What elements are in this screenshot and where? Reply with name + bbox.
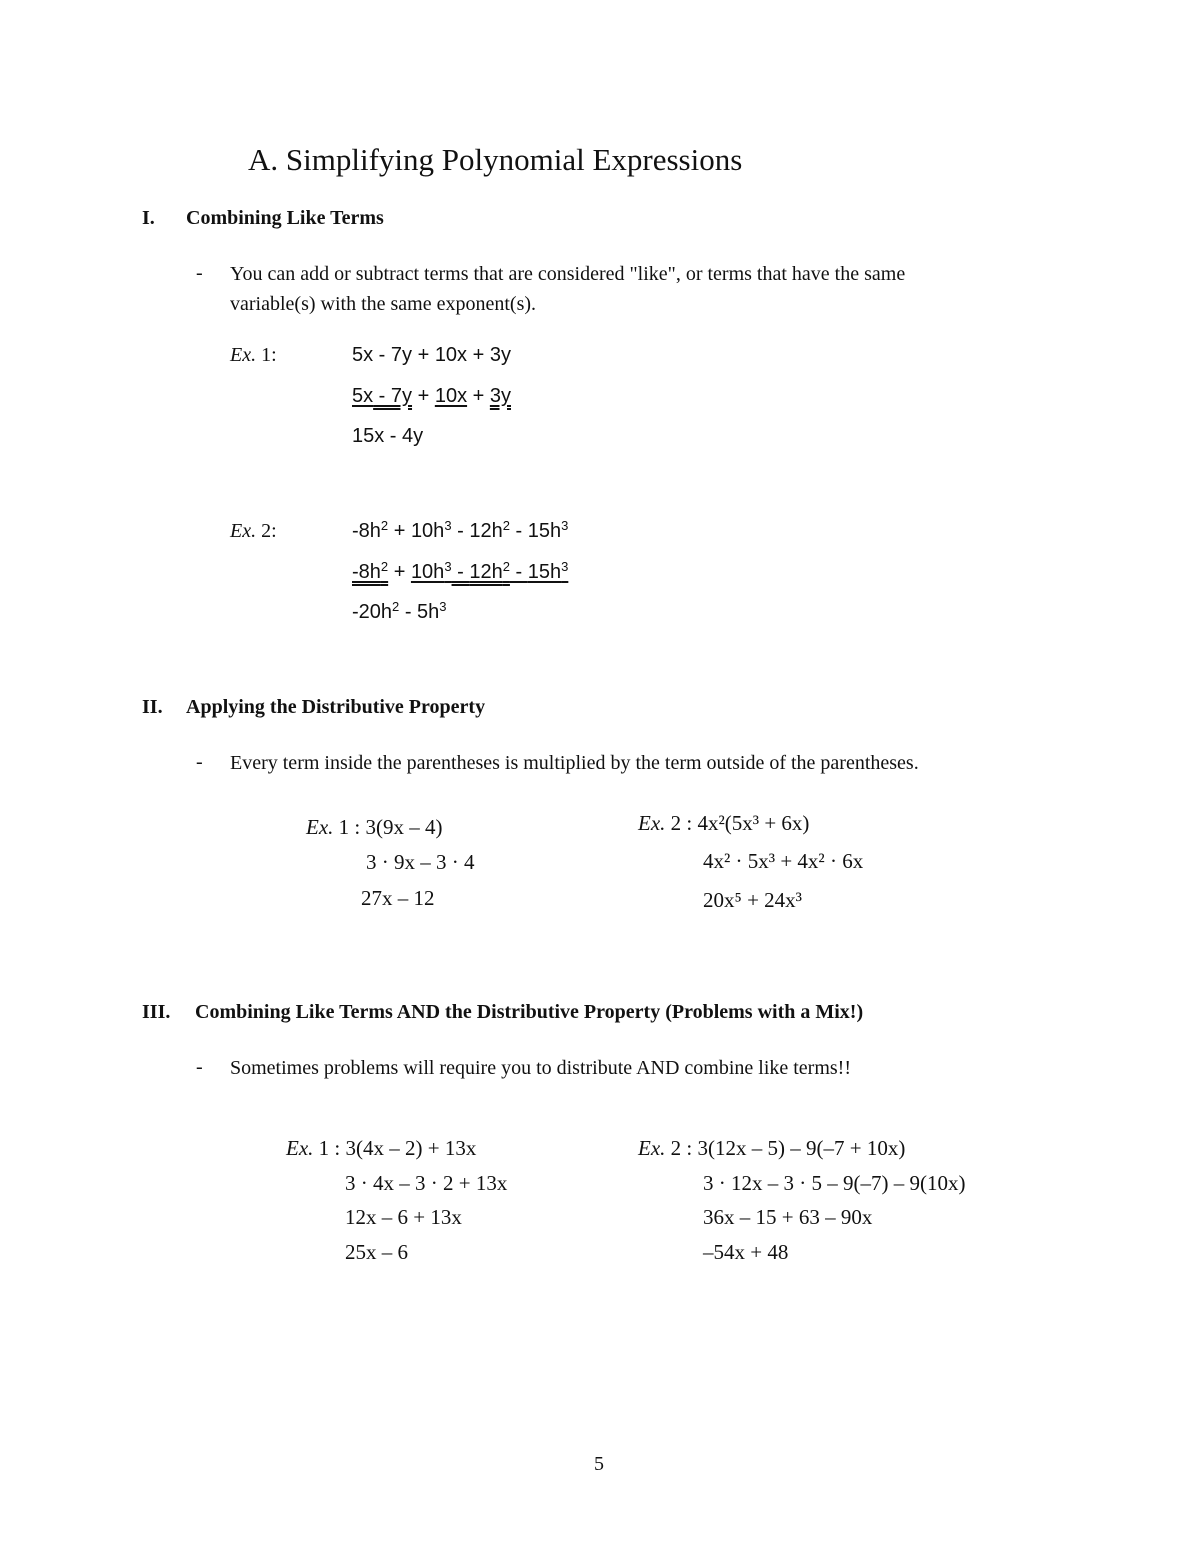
section-2-title: Applying the Distributive Property (186, 696, 486, 718)
section-1-example-2-label: Ex. 2: (230, 520, 277, 542)
section-3-example-1-line-4: 25x – 6 (345, 1240, 408, 1264)
section-2-bullet: - (196, 751, 203, 773)
section-2-example-2-line-2: 4x² · 5x³ + 4x² · 6x (703, 849, 864, 873)
section-3-example-1-line-1: Ex. 1 : 3(4x – 2) + 13x (286, 1136, 477, 1160)
section-1-text-line-2: variable(s) with the same exponent(s). (230, 293, 537, 315)
page-number: 5 (594, 1453, 604, 1475)
section-2-example-1-line-2: 3 · 9x – 3 · 4 (366, 850, 475, 874)
term-3y: 3y (489, 385, 511, 407)
section-1-example-1-label: Ex. 1: (230, 344, 277, 366)
term-5x: 5x (352, 385, 374, 407)
page-title: A. Simplifying Polynomial Expressions (248, 142, 743, 177)
section-1-example-2-line-2: $-8h^2 + 10h^3 - 12h^2 - 15h^3$ (352, 558, 569, 583)
term-10h3: $10h^3$ (410, 558, 452, 583)
section-1-text-line-1: You can add or subtract terms that are considered "like", or terms that have the same (230, 263, 906, 285)
term-minus-15h3: - $15h^3$ (509, 558, 569, 583)
section-2-text: Every term inside the parentheses is multiplied by the term outside of the parentheses. (230, 752, 919, 774)
term-minus-7y: - 7y (373, 385, 413, 407)
section-1-example-1-line-2: 5x - 7y + 10x + 3y (352, 385, 511, 407)
section-3-bullet: - (196, 1056, 203, 1078)
term-minus-8h2: $-8h^2$ (352, 558, 389, 583)
section-3-title: Combining Like Terms AND the Distributive Property (Problems with a Mix!) (195, 1001, 864, 1023)
term-minus-12h2: - $12h^2$ (451, 558, 510, 583)
section-2-example-1-line-1: Ex. 1 : 3(9x – 4) (306, 815, 443, 839)
section-3-number: III. (142, 1001, 171, 1023)
section-2-example-1-line-3: 27x – 12 (361, 886, 435, 910)
section-1-number: I. (142, 207, 155, 229)
section-3-example-1-line-3: 12x – 6 + 13x (345, 1205, 462, 1229)
section-1-bullet: - (196, 262, 203, 284)
term-10x: 10x (434, 385, 468, 407)
section-2-example-2-line-3: 20x⁵ + 24x³ (703, 888, 802, 912)
section-1-example-1-line-3: 15x - 4y (352, 425, 424, 447)
section-1-title: Combining Like Terms (186, 207, 384, 229)
section-1-example-1-line-1: 5x - 7y + 10x + 3y (352, 344, 511, 366)
section-2-example-2-line-1: Ex. 2 : 4x²(5x³ + 6x) (638, 811, 810, 835)
section-2-number: II. (142, 696, 163, 718)
section-3-example-1-line-2: 3 · 4x – 3 · 2 + 13x (345, 1171, 508, 1195)
section-1-example-2-line-1: $-8h^2 + 10h^3 - 12h^2 - 15h^3$ (352, 517, 569, 542)
section-1-example-2-line-3: $-20h^2 - 5h^3$ (352, 598, 447, 623)
section-3-text: Sometimes problems will require you to distribute AND combine like terms!! (230, 1057, 852, 1079)
section-3-example-2-line-4: –54x + 48 (703, 1240, 789, 1264)
section-3-example-2-line-1: Ex. 2 : 3(12x – 5) – 9(–7 + 10x) (638, 1136, 906, 1160)
section-3-example-2-line-2: 3 · 12x – 3 · 5 – 9(–7) – 9(10x) (703, 1171, 966, 1195)
section-3-example-2-line-3: 36x – 15 + 63 – 90x (703, 1205, 873, 1229)
